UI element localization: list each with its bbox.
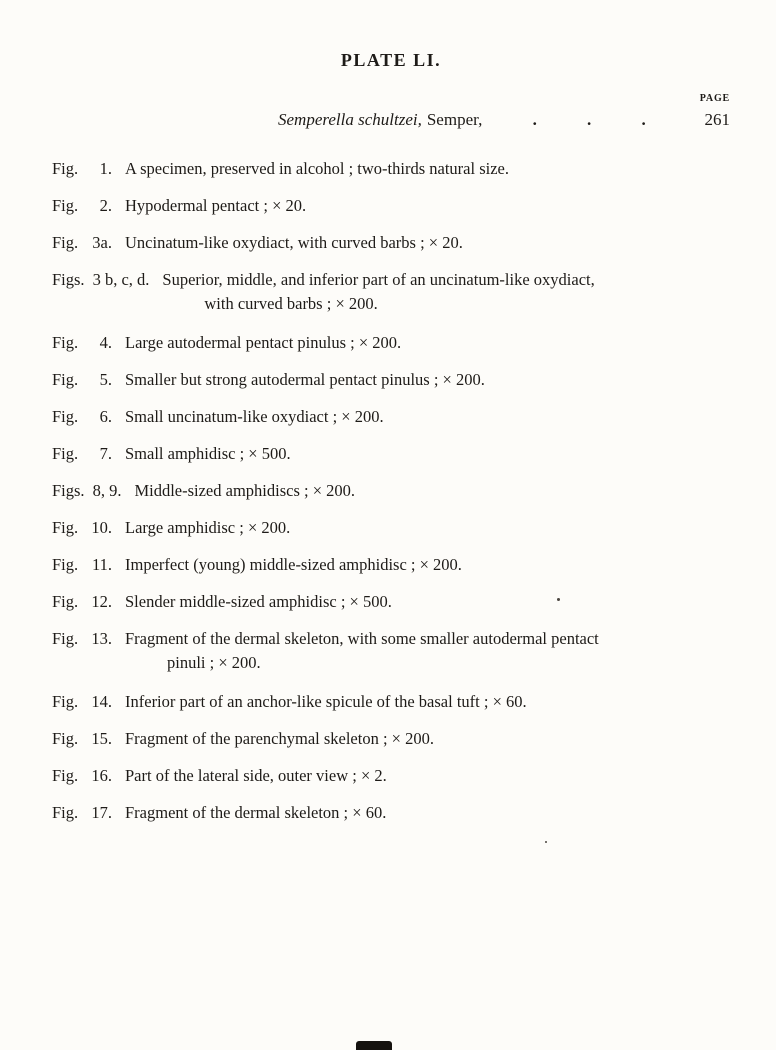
figure-number: 8, 9. — [92, 481, 122, 500]
figure-caption-line1: Smaller but strong autodermal pentact pinulus ; × 200. — [125, 370, 485, 389]
figure-label: Fig. — [52, 592, 79, 611]
figure-entry — [52, 553, 730, 576]
figure-caption — [162, 268, 594, 317]
figure-number: 12. — [91, 592, 112, 611]
figure-caption — [125, 231, 463, 254]
figure-prefix — [52, 727, 112, 750]
figure-entry — [52, 727, 730, 750]
figure-number: 3 b, c, d. — [92, 270, 150, 289]
figure-caption — [125, 368, 485, 391]
figure-entry — [52, 690, 730, 713]
figure-caption — [125, 194, 306, 217]
figure-number: 6. — [99, 407, 112, 426]
figure-caption — [125, 690, 527, 713]
figure-caption-line1: Imperfect (young) middle-sized amphidisc ; × 200. — [125, 555, 462, 574]
figure-prefix — [52, 516, 112, 539]
figure-prefix — [52, 231, 112, 254]
figure-prefix — [52, 590, 112, 613]
figure-caption — [125, 516, 290, 539]
figure-label: Figs. — [52, 270, 85, 289]
figure-prefix — [52, 801, 112, 824]
figure-number: 7. — [99, 444, 112, 463]
figure-caption — [125, 331, 401, 354]
leader-dot: . — [587, 110, 592, 129]
figure-prefix — [52, 553, 112, 576]
figure-number: 2. — [99, 196, 112, 215]
figure-prefix — [52, 690, 112, 713]
figure-entry — [52, 627, 730, 676]
figure-caption-line1: Fragment of the parenchymal skeleton ; × 200. — [125, 729, 434, 748]
figure-entry — [52, 516, 730, 539]
figure-caption-line1: A specimen, preserved in alcohol ; two-thirds natural size. — [125, 159, 509, 178]
figure-caption-line1: Small uncinatum-like oxydiact ; × 200. — [125, 407, 384, 426]
figure-entry — [52, 157, 730, 180]
figure-caption-line1: Large autodermal pentact pinulus ; × 200. — [125, 333, 402, 352]
figure-label: Fig. — [52, 333, 79, 352]
figure-label: Fig. — [52, 159, 79, 178]
figure-label: Figs. — [52, 481, 85, 500]
figure-number: 1. — [99, 159, 112, 178]
figure-caption-line1: Small amphidisc ; × 500. — [125, 444, 291, 463]
figure-list — [52, 157, 730, 824]
figure-caption-line1: Fragment of the dermal skeleton ; × 60. — [125, 803, 387, 822]
figure-prefix — [52, 194, 112, 217]
leader-dot: . — [641, 110, 646, 129]
figure-number: 13. — [91, 629, 112, 648]
species-name: Semperella schultzei, — [278, 110, 422, 129]
figure-prefix — [52, 368, 112, 391]
figure-caption — [125, 590, 392, 613]
species-entry-row — [52, 108, 730, 132]
figure-prefix — [52, 405, 112, 428]
figure-label: Fig. — [52, 692, 79, 711]
figure-number: 3a. — [92, 233, 112, 252]
figure-prefix — [52, 331, 112, 354]
figure-caption — [125, 442, 291, 465]
figure-entry — [52, 194, 730, 217]
figure-caption-line1: Fragment of the dermal skeleton, with some smaller autodermal pentact — [125, 629, 599, 648]
leader-dots — [482, 108, 696, 132]
figure-label: Fig. — [52, 803, 79, 822]
figure-entry — [52, 479, 730, 502]
figure-caption-line1: Hypodermal pentact ; × 20. — [125, 196, 307, 215]
figure-number: 4. — [99, 333, 112, 352]
figure-caption-line1: Inferior part of an anchor-like spicule of the basal tuft ; × 60. — [125, 692, 527, 711]
figure-prefix — [52, 157, 112, 180]
scan-artifact — [356, 1041, 392, 1050]
figure-caption-line1: Superior, middle, and inferior part of an uncinatum-like oxydiact, — [162, 270, 595, 289]
figure-prefix — [52, 442, 112, 465]
figure-entry — [52, 442, 730, 465]
leader-dot: . — [532, 110, 537, 129]
figure-label: Fig. — [52, 407, 79, 426]
figure-entry — [52, 801, 730, 824]
figure-caption — [125, 157, 509, 180]
figure-number: 14. — [91, 692, 112, 711]
figure-label: Fig. — [52, 233, 79, 252]
figure-entry — [52, 590, 730, 613]
figure-entry — [52, 368, 730, 391]
figure-number: 10. — [91, 518, 112, 537]
figure-entry — [52, 268, 730, 317]
ink-speck — [557, 598, 560, 601]
figure-label: Fig. — [52, 766, 79, 785]
figure-prefix — [52, 627, 112, 650]
figure-number: 16. — [91, 766, 112, 785]
entry-page-number: 261 — [704, 110, 730, 129]
figure-label: Fig. — [52, 444, 79, 463]
figure-caption-line1: Large amphidisc ; × 200. — [125, 518, 291, 537]
figure-caption-line1: Uncinatum-like oxydiact, with curved barbs ; × 20. — [125, 233, 463, 252]
figure-entry — [52, 764, 730, 787]
page-column-label: PAGE — [699, 93, 730, 104]
figure-caption — [125, 801, 386, 824]
figure-caption — [134, 479, 355, 502]
figure-caption — [125, 727, 434, 750]
figure-prefix — [52, 268, 149, 291]
figure-prefix — [52, 479, 121, 502]
figure-caption-line1: Part of the lateral side, outer view ; × 2. — [125, 766, 387, 785]
figure-caption — [125, 405, 384, 428]
figure-entry — [52, 331, 730, 354]
figure-label: Fig. — [52, 555, 79, 574]
figure-number: 11. — [91, 555, 112, 574]
figure-number: 5. — [99, 370, 112, 389]
figure-caption-line2: pinuli ; × 200. — [167, 653, 261, 672]
figure-label: Fig. — [52, 629, 79, 648]
figure-caption — [125, 553, 462, 576]
species-author: Semper, — [426, 110, 483, 129]
figure-prefix — [52, 764, 112, 787]
figure-label: Fig. — [52, 196, 79, 215]
figure-caption-line2: with curved barbs ; × 200. — [204, 294, 378, 313]
figure-label: Fig. — [52, 370, 79, 389]
figure-entry — [52, 231, 730, 254]
figure-label: Fig. — [52, 729, 79, 748]
figure-number: 17. — [91, 803, 112, 822]
ink-speck — [545, 841, 547, 843]
figure-number: 15. — [91, 729, 112, 748]
figure-entry — [52, 405, 730, 428]
figure-caption — [125, 627, 599, 676]
figure-label: Fig. — [52, 518, 79, 537]
figure-caption — [125, 764, 387, 787]
figure-caption-line1: Middle-sized amphidiscs ; × 200. — [134, 481, 356, 500]
plate-title: PLATE LI. — [340, 50, 442, 70]
figure-caption-line1: Slender middle-sized amphidisc ; × 500. — [125, 592, 392, 611]
